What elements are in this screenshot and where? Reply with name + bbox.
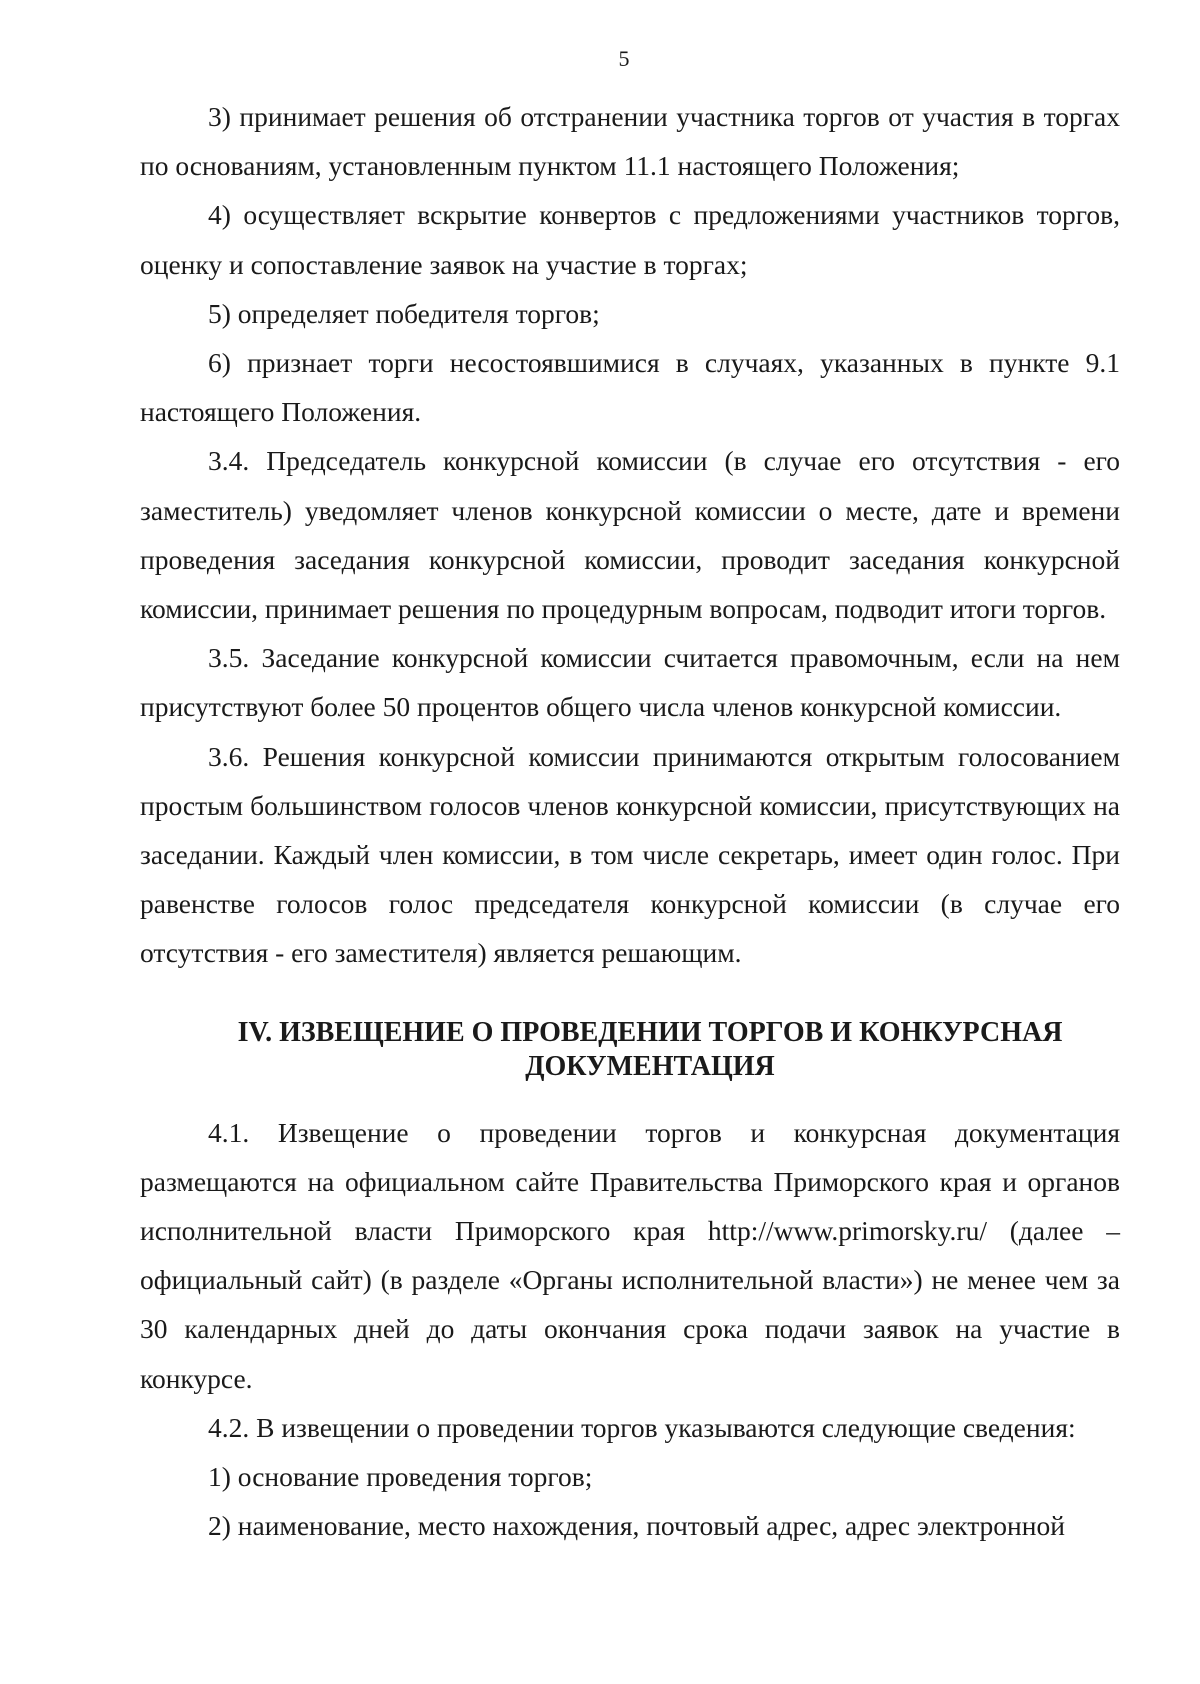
paragraph-item-5: 5) определяет победителя торгов;: [208, 297, 600, 329]
paragraph-3-5: 3.5. Заседание конкурсной комиссии считается правомочным, если на нем присутствуют более 50 процентов общего числа членов конкурсной комиссии.: [140, 642, 1120, 723]
section-heading-line-2: ДОКУМЕНТАЦИЯ: [525, 1050, 775, 1082]
paragraph-list-item-1: 1) основание проведения торгов;: [208, 1461, 593, 1493]
section-heading: [140, 1016, 1120, 1084]
paragraph-item-6: 6) признает торги несостоявшимися в случаях, указанных в пункте 9.1 настоящего Положения.: [140, 347, 1120, 428]
document-body: [140, 92, 1120, 1550]
paragraph-3-6: 3.6. Решения конкурсной комиссии принимаются открытым голосованием простым большинством голосов членов конкурсной комиссии, присутствующих на заседании. Каждый член комиссии, в том числе секретарь, имеет один голос. При равенстве голосов голос председателя конкурсной комиссии (в случае его отсутствия - его заместителя) является решающим.: [140, 740, 1120, 969]
paragraph-4-2: 4.2. В извещении о проведении торгов указываются следующие сведения:: [208, 1411, 1076, 1443]
paragraph-list-item-2: 2) наименование, место нахождения, почтовый адрес, адрес электронной: [208, 1510, 1065, 1542]
section-heading-line-1: IV. ИЗВЕЩЕНИЕ О ПРОВЕДЕНИИ ТОРГОВ И КОНКУРСНАЯ: [237, 1016, 1063, 1048]
paragraph-item-3: 3) принимает решения об отстранении участника торгов от участия в торгах по основаниям, установленным пунктом 11.1 настоящего Положения;: [140, 101, 1120, 182]
paragraph-item-4: 4) осуществляет вскрытие конвертов с предложениями участников торгов, оценку и сопоставление заявок на участие в торгах;: [140, 199, 1120, 280]
paragraph-3-4: 3.4. Председатель конкурсной комиссии (в случае его отсутствия - его заместитель) уведомляет членов конкурсной комиссии о месте, дате и времени проведения заседания конкурсной комиссии, проводит заседания конкурсной комиссии, принимает решения по процедурным вопросам, подводит итоги торгов.: [140, 445, 1120, 625]
page-number: 5: [618, 46, 630, 71]
paragraph-4-1: 4.1. Извещение о проведении торгов и конкурсная документация размещаются на официальном сайте Правительства Приморского края и органов исполнительной власти Приморского края http://www.primorsky.ru/ (далее – официальный сайт) (в разделе «Органы исполнительной власти») не менее чем за 30 календарных дней до даты окончания срока подачи заявок на участие в конкурсе.: [140, 1116, 1120, 1394]
